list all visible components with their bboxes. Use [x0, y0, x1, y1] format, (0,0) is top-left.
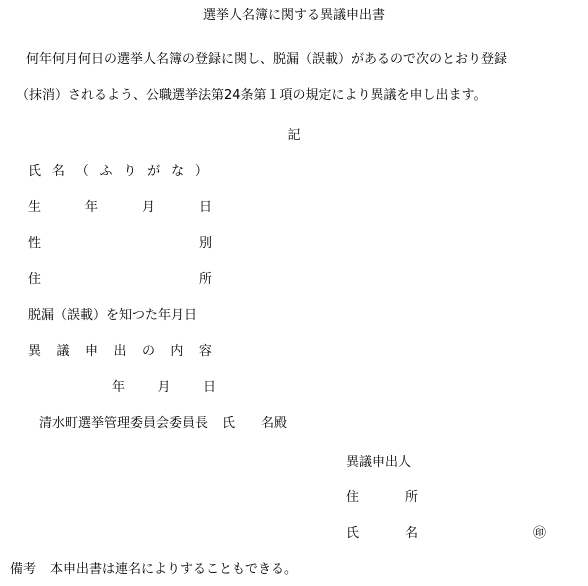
remarks	[10, 562, 297, 578]
ki-heading: 記	[287, 128, 301, 143]
field-name-char: 氏	[28, 164, 42, 179]
field-objection-char: 内	[170, 344, 184, 359]
field-objection-content	[28, 344, 212, 360]
field-sex-char: 性	[28, 236, 42, 251]
field-name-char: （	[75, 164, 89, 179]
seal-mark: ㊞	[533, 526, 547, 541]
body-line-1: 何年何月何日の選挙人名簿の登録に関し、脱漏（誤載）があるので次のとおり登録	[26, 52, 508, 67]
field-birthdate-char: 日	[198, 200, 212, 215]
applicant-name-char: 名	[404, 526, 418, 541]
applicant-name	[346, 526, 418, 542]
addressee-committee: 清水町選挙管理委員会委員長	[39, 416, 209, 431]
addressee-line	[39, 416, 287, 432]
applicant-name-char: 氏	[346, 526, 360, 541]
date-year-label: 年	[112, 380, 126, 395]
field-sex	[28, 236, 212, 252]
field-objection-char: 申	[84, 344, 98, 359]
field-objection-char: 出	[113, 344, 127, 359]
field-birthdate-char: 月	[141, 200, 155, 215]
field-birthdate-char: 年	[84, 200, 98, 215]
field-birthdate	[28, 200, 212, 216]
field-birthdate-char: 生	[28, 200, 42, 215]
field-address-char: 住	[28, 272, 42, 287]
field-address	[28, 272, 212, 288]
field-objection-char: 議	[56, 344, 70, 359]
field-discovery-date: 脱漏（誤載）を知つた年月日	[28, 308, 198, 323]
addressee-surname: 氏	[222, 416, 236, 431]
remarks-label: 備考	[10, 562, 37, 577]
field-name-char: 名	[51, 164, 65, 179]
applicant-address-char: 住	[346, 490, 360, 505]
body-line-2: （抹消）されるよう、公職選挙法第24条第１項の規定により異議を申し出ます。	[16, 88, 487, 103]
applicant-address-char: 所	[404, 490, 418, 505]
field-name-char: り	[123, 164, 137, 179]
applicant-label: 異議申出人	[346, 455, 412, 470]
field-name-furigana	[28, 164, 208, 180]
field-name-char: ふ	[99, 164, 113, 179]
applicant-address	[346, 490, 418, 506]
filing-date	[112, 380, 216, 396]
field-objection-char: 異	[28, 344, 42, 359]
date-month-label: 月	[157, 380, 171, 395]
document-title: 選挙人名簿に関する異議申出書	[202, 8, 385, 23]
field-objection-char: 容	[198, 344, 212, 359]
field-address-char: 所	[198, 272, 212, 287]
field-sex-char: 別	[198, 236, 212, 251]
remarks-text: 本申出書は連名によりすることもできる。	[50, 562, 298, 577]
date-day-label: 日	[202, 380, 216, 395]
field-name-char: が	[147, 164, 161, 179]
field-name-char: ）	[194, 164, 208, 179]
addressee-name-honorific: 名殿	[261, 416, 288, 431]
field-name-char: な	[171, 164, 185, 179]
field-objection-char: の	[141, 344, 155, 359]
